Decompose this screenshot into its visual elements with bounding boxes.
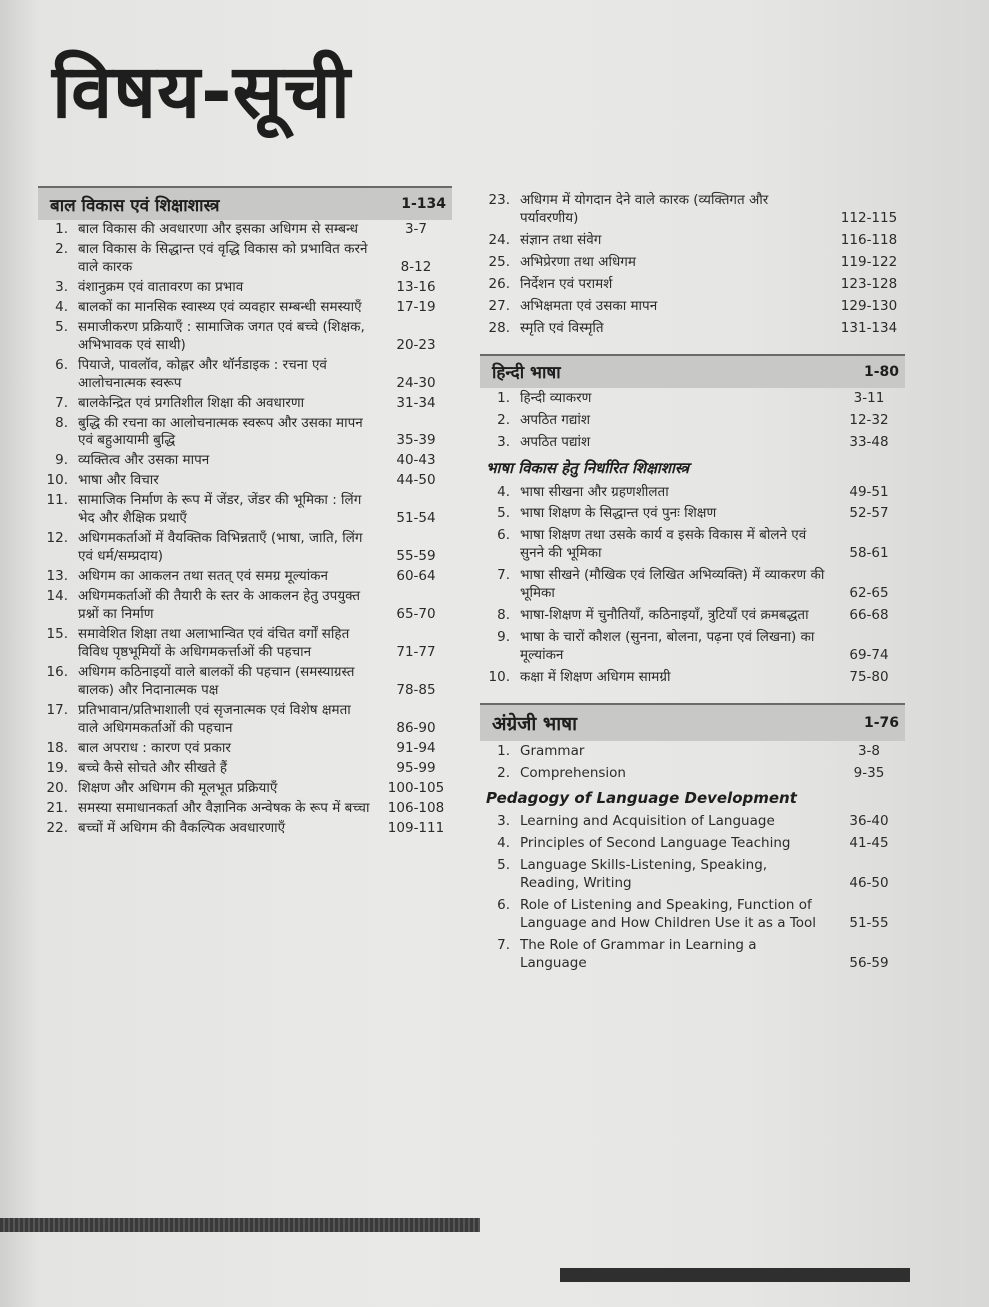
entry-number: 4.: [497, 834, 510, 851]
bottom-rule-right: [560, 1268, 910, 1282]
toc-entry: [38, 471, 452, 491]
entry-pages: 12-32: [849, 411, 889, 428]
entry-number: 2.: [497, 765, 510, 782]
entry-number: 2.: [55, 240, 68, 257]
entry-pages: 65-70: [396, 606, 436, 623]
entry-pages: 66-68: [849, 607, 889, 624]
entry-title: अधिगमकर्ताओं में वैयक्तिक विभिन्नताएँ (भाषा, जाति, लिंग एवं धर्म/सम्प्रदाय): [78, 530, 363, 565]
entry-title: निर्देशन एवं परामर्श: [520, 275, 613, 292]
right-column: [480, 190, 905, 975]
entry-number: 16.: [46, 663, 68, 680]
entry-title: Comprehension: [520, 765, 626, 782]
entry-pages: 49-51: [849, 483, 889, 500]
entry-number: 13.: [46, 568, 68, 585]
toc-list-english-pedagogy: [480, 811, 905, 975]
entry-pages: 100-105: [387, 779, 445, 796]
entry-pages: 106-108: [387, 799, 445, 816]
entry-title: पियाजे, पावलॉव, कोह्लर और थॉर्नडाइक : रचना एवं आलोचनात्मक स्वरूप: [78, 356, 327, 391]
entry-pages: 109-111: [387, 819, 445, 836]
entry-pages: 112-115: [840, 209, 898, 226]
entry-title: अपठित पद्यांश: [520, 433, 591, 450]
toc-entry: [480, 503, 905, 525]
entry-number: 8.: [497, 607, 510, 624]
entry-number: 6.: [55, 356, 68, 373]
toc-entry: [480, 565, 905, 605]
entry-pages: 17-19: [396, 298, 436, 315]
toc-entry: [38, 779, 452, 799]
entry-title: बाल विकास की अवधारणा और इसका अधिगम से सम्बन्ध: [78, 221, 359, 237]
entry-title: बाल अपराध : कारण एवं प्रकार: [78, 739, 231, 756]
entry-number: 21.: [46, 799, 68, 816]
entry-pages: 33-48: [849, 433, 889, 450]
entry-pages: 24-30: [396, 374, 436, 391]
page-title: विषय-सूची: [52, 49, 351, 135]
entry-number: 3.: [497, 812, 510, 829]
section-range: 1-80: [863, 363, 899, 380]
entry-pages: 86-90: [396, 719, 436, 736]
toc-entry: [38, 625, 452, 663]
entry-number: 11.: [46, 492, 68, 509]
toc-list-child-development-continued: [480, 190, 905, 340]
entry-title: भाषा सीखना और ग्रहणशीलता: [520, 483, 669, 500]
entry-pages: 129-130: [840, 297, 898, 314]
entry-number: 28.: [488, 319, 510, 336]
entry-pages: 131-134: [840, 319, 898, 336]
entry-title: Grammar: [520, 743, 585, 760]
toc-list-child-development: [38, 220, 452, 839]
entry-title: व्यक्तित्व और उसका मापन: [78, 452, 210, 469]
entry-pages: 71-77: [396, 643, 436, 660]
entry-number: 25.: [488, 253, 510, 270]
entry-number: 3.: [497, 433, 510, 450]
toc-list-hindi-pedagogy: [480, 482, 905, 690]
toc-entry: [480, 296, 905, 318]
toc-entry: [480, 230, 905, 252]
entry-title: अभिक्षमता एवं उसका मापन: [520, 297, 658, 314]
entry-number: 3.: [55, 278, 68, 295]
section-header-hindi: [480, 354, 905, 388]
entry-number: 2.: [497, 411, 510, 428]
entry-pages: 60-64: [396, 568, 436, 585]
entry-pages: 78-85: [396, 681, 436, 698]
entry-title: प्रतिभावान/प्रतिभाशाली एवं सृजनात्मक एवं विशेष क्षमता वाले अधिगमकर्ताओं की पहचान: [78, 701, 351, 736]
entry-title: समावेशित शिक्षा तथा अलाभान्वित एवं वंचित वर्गों सहित विविध पृष्ठभूमियों के अधिगमकर्त्ताओं की पहचान: [78, 626, 350, 660]
entry-number: 5.: [497, 856, 510, 873]
entry-pages: 95-99: [396, 759, 436, 776]
toc-entry: [38, 491, 452, 529]
entry-number: 5.: [55, 318, 68, 335]
entry-title: अपठित गद्यांश: [520, 411, 591, 428]
toc-entry: [480, 410, 905, 432]
toc-entry: [38, 394, 452, 414]
entry-title: बच्चे कैसे सोचते और सीखते हैं: [78, 759, 228, 776]
entry-pages: 52-57: [849, 505, 889, 522]
entry-title: बच्चों में अधिगम की वैकल्पिक अवधारणाएँ: [78, 819, 286, 836]
entry-number: 7.: [55, 394, 68, 411]
entry-number: 19.: [46, 759, 68, 776]
entry-title: सामाजिक निर्माण के रूप में जेंडर, जेंडर की भूमिका : लिंग भेद और शैक्षिक प्रथाएँ: [78, 492, 362, 527]
section-range: 1-134: [401, 196, 446, 212]
toc-entry: [38, 240, 452, 278]
entry-number: 27.: [488, 297, 510, 314]
entry-pages: 3-7: [404, 221, 428, 237]
entry-pages: 58-61: [849, 545, 889, 562]
entry-number: 17.: [46, 701, 68, 718]
entry-title: Language Skills-Listening, Speaking, Reading, Writing: [520, 856, 768, 891]
entry-title: वंशानुक्रम एवं वातावरण का प्रभाव: [78, 278, 244, 295]
toc-entry: [38, 587, 452, 625]
bottom-rule: [0, 1218, 480, 1232]
entry-pages: 62-65: [849, 585, 889, 602]
entry-pages: 55-59: [396, 548, 436, 565]
entry-title: कक्षा में शिक्षण अधिगम सामग्री: [520, 669, 671, 686]
entry-title: बाल विकास के सिद्धान्त एवं वृद्धि विकास को प्रभावित करने वाले कारक: [78, 240, 368, 275]
entry-pages: 44-50: [396, 472, 436, 489]
entry-number: 12.: [46, 530, 68, 547]
toc-entry: [38, 529, 452, 567]
entry-title: भाषा-शिक्षण में चुनौतियाँ, कठिनाइयाँ, त्रुटियाँ एवं क्रमबद्धता: [520, 607, 809, 624]
entry-title: भाषा शिक्षण तथा उसके कार्य व इसके विकास में बोलने एवं सुनने की भूमिका: [520, 527, 807, 562]
toc-entry: [38, 799, 452, 819]
toc-entry: [38, 701, 452, 739]
entry-title: भाषा के चारों कौशल (सुनना, बोलना, पढ़ना एवं लिखना) का मूल्यांकन: [520, 629, 815, 664]
toc-entry: [480, 388, 905, 410]
entry-number: 26.: [488, 275, 510, 292]
entry-title: बालकों का मानसिक स्वास्थ्य एवं व्यवहार सम्बन्धी समस्याएँ: [78, 298, 362, 315]
toc-entry: [480, 811, 905, 833]
toc-entry: [480, 318, 905, 340]
sub-section-title: भाषा विकास हेतु निर्धारित शिक्षाशास्त्र: [486, 458, 689, 477]
toc-entry: [480, 741, 905, 763]
entry-pages: 41-45: [849, 834, 889, 851]
entry-pages: 46-50: [849, 874, 889, 891]
entry-title: अधिगम में योगदान देने वाले कारक (व्यक्तिगत और पर्यावरणीय): [520, 192, 769, 226]
toc-entry: [38, 739, 452, 759]
entry-pages: 91-94: [396, 739, 436, 756]
toc-entry: [480, 252, 905, 274]
toc-entry: [38, 298, 452, 318]
toc-entry: [480, 895, 905, 935]
entry-pages: 123-128: [840, 275, 898, 292]
entry-number: 8.: [55, 414, 68, 431]
toc-entry: [480, 667, 905, 689]
toc-entry: [480, 935, 905, 975]
entry-title: Role of Listening and Speaking, Function of Language and How Children Use it as a Tool: [520, 896, 817, 931]
entry-pages: 31-34: [396, 394, 436, 411]
entry-title: शिक्षण और अधिगम की मूलभूत प्रक्रियाएँ: [78, 779, 278, 796]
entry-pages: 9-35: [853, 765, 885, 782]
entry-number: 15.: [46, 626, 68, 643]
entry-title: भाषा और विचार: [78, 472, 159, 489]
entry-number: 6.: [497, 896, 510, 913]
entry-number: 7.: [497, 936, 510, 953]
entry-number: 9.: [497, 629, 510, 646]
toc-entry: [38, 414, 452, 452]
entry-pages: 51-55: [849, 914, 889, 931]
entry-number: 14.: [46, 588, 68, 605]
entry-title: स्मृति एवं विस्मृति: [520, 319, 604, 336]
sub-section-title: Pedagogy of Language Development: [486, 788, 797, 807]
toc-list-hindi: [480, 388, 905, 454]
toc-entry: [480, 763, 905, 785]
toc-entry: [480, 274, 905, 296]
toc-entry: [38, 819, 452, 839]
toc-entry: [38, 759, 452, 779]
entry-title: समस्या समाधानकर्ता और वैज्ञानिक अन्वेषक के रूप में बच्चा: [78, 799, 370, 816]
section-header-child-development: [38, 186, 452, 220]
toc-entry: [480, 525, 905, 565]
entry-number: 22.: [46, 819, 68, 836]
entry-number: 7.: [497, 567, 510, 584]
entry-pages: 3-11: [853, 389, 885, 406]
entry-number: 6.: [497, 527, 510, 544]
entry-number: 10.: [46, 472, 68, 489]
entry-number: 1.: [497, 743, 510, 760]
entry-pages: 36-40: [849, 812, 889, 829]
entry-pages: 119-122: [840, 253, 898, 270]
entry-pages: 35-39: [396, 432, 436, 449]
entry-pages: 20-23: [396, 336, 436, 353]
entry-pages: 40-43: [396, 452, 436, 469]
toc-entry: [38, 220, 452, 240]
entry-number: 9.: [55, 452, 68, 469]
entry-title: अधिगम कठिनाइयों वाले बालकों की पहचान (समस्याग्रस्त बालक) और निदानात्मक पक्ष: [78, 663, 355, 698]
toc-entry: [480, 855, 905, 895]
entry-number: 18.: [46, 739, 68, 756]
entry-title: समाजीकरण प्रक्रियाएँ : सामाजिक जगत एवं बच्चे (शिक्षक, अभिभावक एवं साथी): [78, 318, 365, 353]
toc-entry: [480, 627, 905, 667]
entry-title: Principles of Second Language Teaching: [520, 834, 791, 851]
entry-pages: 69-74: [849, 647, 889, 664]
entry-pages: 3-8: [857, 743, 881, 760]
entry-number: 4.: [55, 298, 68, 315]
entry-number: 20.: [46, 779, 68, 796]
toc-list-english: [480, 741, 905, 785]
section-title: हिन्दी भाषा: [492, 363, 561, 384]
section-title: अंग्रेजी भाषा: [492, 713, 578, 736]
toc-entry: [38, 567, 452, 587]
entry-pages: 116-118: [840, 231, 898, 248]
toc-entry: [480, 833, 905, 855]
entry-number: 23.: [488, 192, 510, 208]
section-title: बाल विकास एवं शिक्षाशास्त्र: [50, 195, 220, 216]
section-header-english: [480, 703, 905, 741]
toc-entry: [480, 482, 905, 504]
entry-number: 10.: [488, 669, 510, 686]
entry-title: हिन्दी व्याकरण: [520, 389, 592, 406]
toc-entry: [38, 356, 452, 394]
toc-entry: [38, 451, 452, 471]
entry-number: 1.: [55, 221, 68, 237]
toc-entry: [38, 278, 452, 298]
left-column: [38, 186, 452, 839]
entry-number: 4.: [497, 483, 510, 500]
entry-number: 24.: [488, 231, 510, 248]
entry-title: बालकेन्द्रित एवं प्रगतिशील शिक्षा की अवधारणा: [78, 394, 305, 411]
entry-pages: 8-12: [400, 258, 432, 275]
entry-title: अधिगमकर्ताओं की तैयारी के स्तर के आकलन हेतु उपयुक्त प्रश्नों का निर्माण: [78, 588, 361, 623]
entry-pages: 13-16: [396, 278, 436, 295]
toc-entry: [480, 190, 905, 230]
entry-pages: 56-59: [849, 954, 889, 971]
section-range: 1-76: [863, 715, 899, 732]
toc-entry: [480, 432, 905, 454]
entry-title: भाषा शिक्षण के सिद्धान्त एवं पुनः शिक्षण: [520, 505, 717, 522]
entry-pages: 75-80: [849, 669, 889, 686]
entry-number: 5.: [497, 505, 510, 522]
entry-title: अधिगम का आकलन तथा सतत् एवं समग्र मूल्यांकन: [78, 568, 329, 585]
entry-title: Learning and Acquisition of Language: [520, 812, 775, 829]
toc-entry: [38, 663, 452, 701]
entry-pages: 51-54: [396, 510, 436, 527]
entry-title: The Role of Grammar in Learning a Language: [520, 936, 757, 971]
entry-title: भाषा सीखने (मौखिक एवं लिखित अभिव्यक्ति) में व्याकरण की भूमिका: [520, 567, 825, 602]
toc-entry: [38, 318, 452, 356]
entry-number: 1.: [497, 389, 510, 406]
entry-title: अभिप्रेरणा तथा अधिगम: [520, 253, 636, 270]
entry-title: बुद्धि की रचना का आलोचनात्मक स्वरूप और उसका मापन एवं बहुआयामी बुद्धि: [78, 414, 363, 449]
entry-title: संज्ञान तथा संवेग: [520, 231, 602, 248]
toc-entry: [480, 605, 905, 627]
